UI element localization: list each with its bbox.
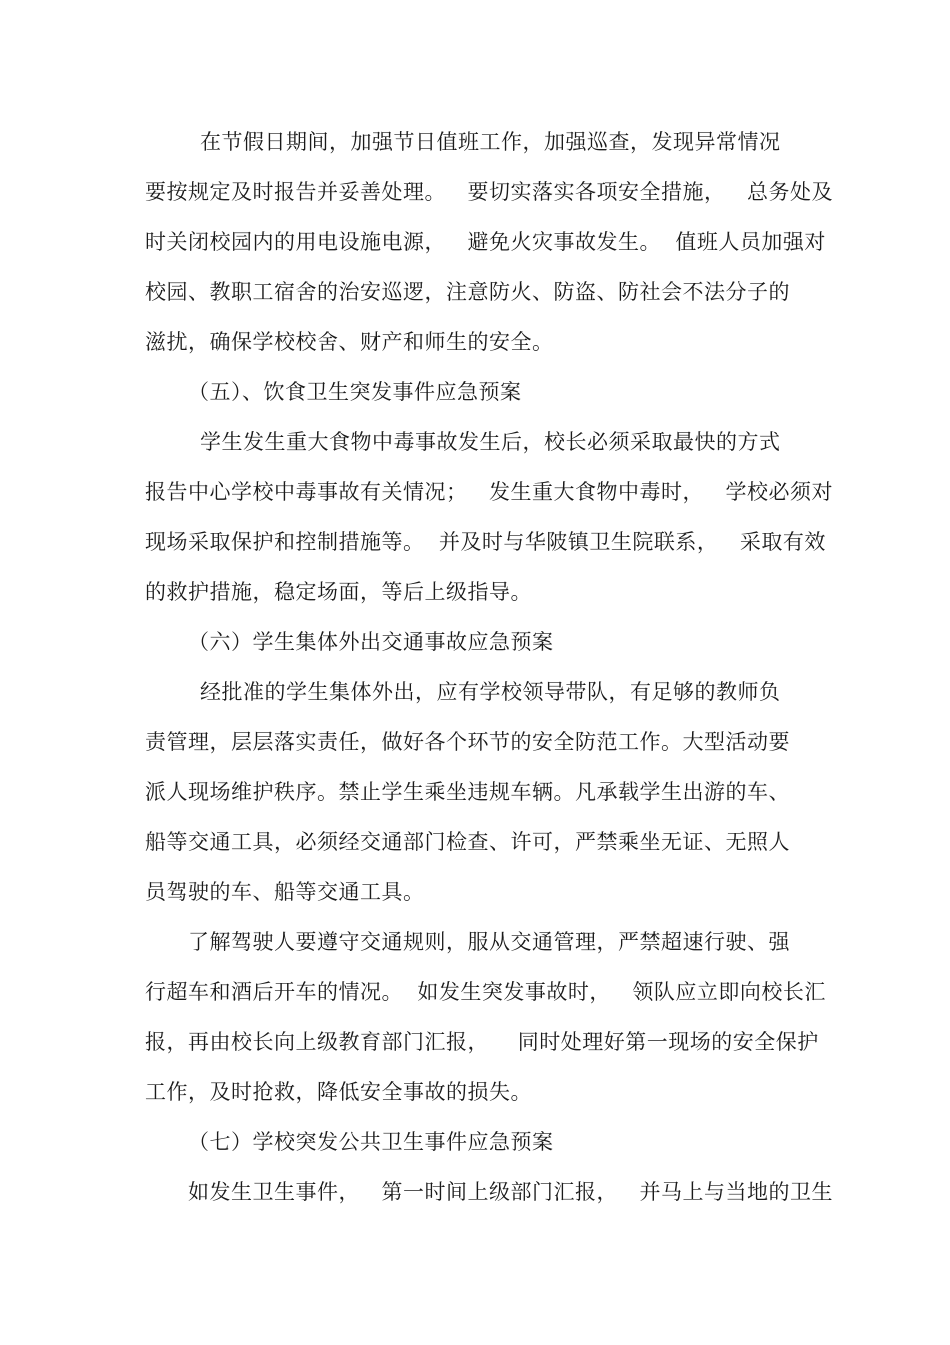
paragraph-line: 报告中心学校中毒事故有关情况； 发生重大食物中毒时， 学校必须对: [145, 480, 834, 504]
paragraph-line: 报，再由校长向上级教育部门汇报， 同时处理好第一现场的安全保护: [145, 1030, 819, 1054]
paragraph-line: 校园、教职工宿舍的治安巡逻，注意防火、防盗、防社会不法分子的: [145, 280, 790, 304]
paragraph-line: 要按规定及时报告并妥善处理。 要切实落实各项安全措施， 总务处及: [145, 180, 834, 204]
section-heading: （五）、饮食卫生突发事件应急预案: [188, 380, 522, 404]
paragraph-line: 的救护措施，稳定场面，等后上级指导。: [145, 580, 532, 604]
paragraph-line: 工作，及时抢救，降低安全事故的损失。: [145, 1080, 532, 1104]
paragraph-line: 如发生卫生事件， 第一时间上级部门汇报， 并马上与当地的卫生: [188, 1180, 834, 1204]
paragraph-line: 在节假日期间，加强节日值班工作，加强巡查，发现异常情况: [200, 130, 781, 154]
paragraph-line: 学生发生重大食物中毒事故发生后，校长必须采取最快的方式: [200, 430, 781, 454]
paragraph-line: 现场采取保护和控制措施等。 并及时与华陂镇卫生院联系， 采取有效: [145, 530, 826, 554]
section-heading: （七）学校突发公共卫生事件应急预案: [188, 1130, 554, 1154]
paragraph-line: 行超车和酒后开车的情况。 如发生突发事故时， 领队应立即向校长汇: [145, 980, 826, 1004]
section-heading: （六）学生集体外出交通事故应急预案: [188, 630, 554, 654]
paragraph-line: 船等交通工具，必须经交通部门检查、许可，严禁乘坐无证、无照人: [145, 830, 790, 854]
paragraph-line: 经批准的学生集体外出，应有学校领导带队，有足够的教师负: [200, 680, 781, 704]
paragraph-line: 滋扰，确保学校校舍、财产和师生的安全。: [145, 330, 554, 354]
paragraph-line: 员驾驶的车、船等交通工具。: [145, 880, 425, 904]
paragraph-line: 时关闭校园内的用电设施电源， 避免火灾事故发生。 值班人员加强对: [145, 230, 826, 254]
paragraph-line: 派人现场维护秩序。禁止学生乘坐违规车辆。凡承载学生出游的车、: [145, 780, 790, 804]
paragraph-line: 责管理，层层落实责任，做好各个环节的安全防范工作。大型活动要: [145, 730, 790, 754]
paragraph-line: 了解驾驶人要遵守交通规则，服从交通管理，严禁超速行驶、强: [188, 930, 790, 954]
